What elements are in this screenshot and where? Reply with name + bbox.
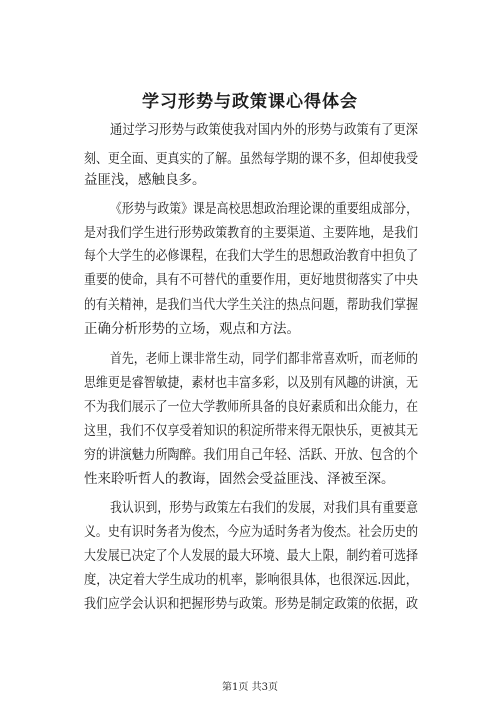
text-line	[0, 443, 500, 467]
text-line	[0, 496, 500, 520]
text-line	[0, 347, 500, 371]
text-line	[0, 544, 500, 568]
text-line	[0, 221, 500, 245]
line-text: 每个大学生的必修课程，在我们大学生的思想政治教育中担负了	[84, 248, 419, 264]
text-line	[0, 118, 500, 142]
line-text: 《形势与政策》课是高校思想政治理论课的重要组成部分，	[110, 201, 419, 217]
line-text: 是对我们学生进行形势政策教育的主要渠道、主要阵地，是我们	[84, 225, 419, 241]
text-line	[0, 244, 500, 268]
text-line	[0, 592, 500, 616]
line-text: 重要的使命，具有不可替代的重要作用，更好地贯彻落实了中央	[84, 272, 419, 288]
line-text: 首先，老师上课非常生动，同学们都非常喜欢听，而老师的	[110, 351, 419, 367]
text-line	[0, 168, 500, 192]
line-text: 不为我们展示了一位大学教师所具备的良好素质和出众能力，在	[84, 399, 419, 415]
line-text: 性来聆听哲人的教诲，固然会受益匪浅、泽被至深。	[84, 471, 395, 487]
line-text: 我认识到，形势与政策左右我们的发展，对我们具有重要意	[110, 500, 419, 516]
line-text: 的有关精神，是我们当代大学生关注的热点问题，帮助我们掌握	[84, 297, 419, 313]
text-line	[0, 520, 500, 544]
text-line	[0, 395, 500, 419]
line-text: 正确分析形势的立场，观点和方法。	[84, 321, 300, 337]
line-text: 思维更是睿智敏捷，素材也丰富多彩，以及别有风趣的讲演，无	[84, 375, 419, 391]
text-line	[0, 197, 500, 221]
text-line	[0, 268, 500, 292]
line-text: 穷的讲演魅力所陶醉。我们用自己年轻、活跃、开放、包含的个	[84, 447, 419, 463]
text-line	[0, 568, 500, 592]
line-text: 益匪浅，感触良多。	[84, 172, 206, 188]
text-line	[0, 317, 500, 341]
line-text: 度，决定着大学生成功的机率，影响很具体，也很深远.因此，	[84, 572, 418, 588]
page-footer: 第1页 共3页	[222, 682, 278, 693]
line-text: 我们应学会认识和把握形势与政策。形势是制定政策的依据，政	[84, 596, 419, 612]
line-text: 大发展已决定了个人发展的最大环境、最大上限，制约着可选择	[84, 548, 419, 564]
line-text: 刻、更全面、更真实的了解。虽然每学期的课不多，但却使我受	[84, 151, 419, 167]
line-text: 这里，我们不仅享受着知识的积淀所带来得无限快乐，更被其无	[84, 423, 419, 439]
document-title: 学习形势与政策课心得体会	[142, 92, 358, 112]
text-line	[0, 419, 500, 443]
line-text: 通过学习形势与政策使我对国内外的形势与政策有了更深	[110, 122, 419, 138]
line-text: 义。史有识时务者为俊杰，今应为适时务者为俊杰。社会历史的	[84, 524, 419, 540]
text-line	[0, 371, 500, 395]
text-line	[0, 293, 500, 317]
text-line	[0, 467, 500, 491]
